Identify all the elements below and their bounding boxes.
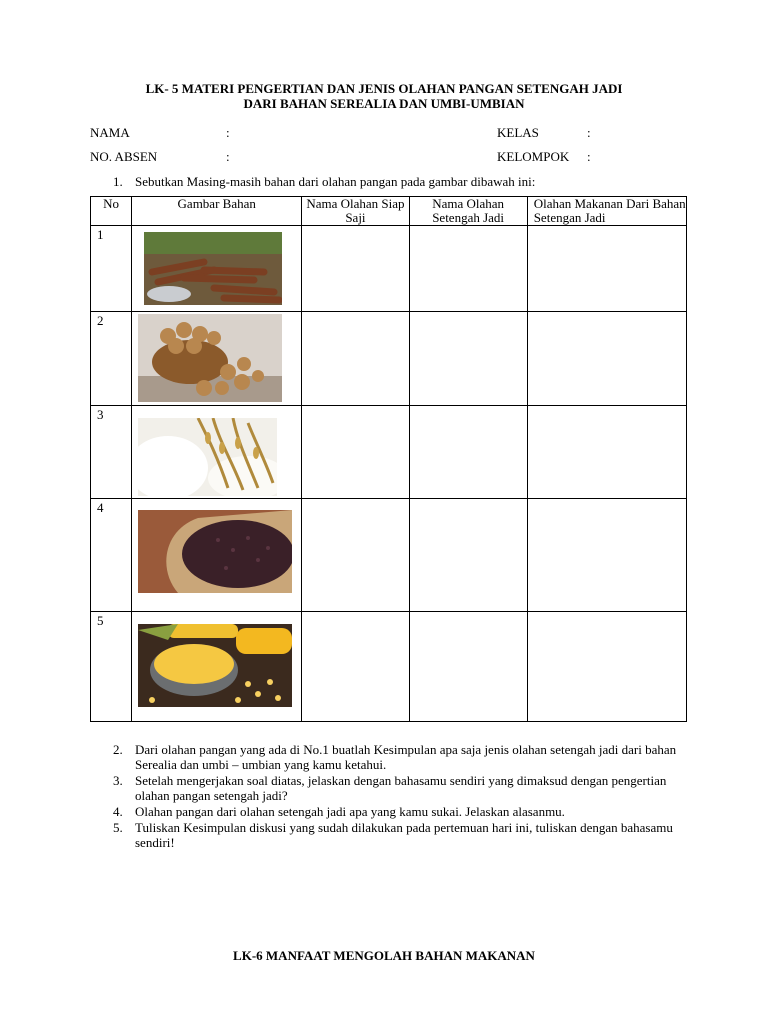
table-header-row xyxy=(91,197,687,226)
row-number: 2 xyxy=(91,312,132,406)
header-gambar: Gambar Bahan xyxy=(132,197,302,226)
table-row xyxy=(91,612,687,722)
row-number: 3 xyxy=(91,406,132,499)
question-number: 4. xyxy=(113,804,123,819)
answer-siap-saji-cell[interactable] xyxy=(302,612,409,722)
question-text: Setelah mengerjakan soal diatas, jelaskan dengan bahasamu sendiri yang dimaksud dengan pengertian olahan pangan setengah jadi? xyxy=(135,773,667,803)
image-cell xyxy=(132,499,302,612)
row-number: 1 xyxy=(91,226,132,312)
question-1-text: Sebutkan Masing-masih bahan dari olahan pangan pada gambar dibawah ini: xyxy=(135,174,536,189)
header-setengah-jadi: Nama Olahan Setengah Jadi xyxy=(409,197,527,226)
list-item xyxy=(113,742,703,772)
kelas-colon: : xyxy=(587,125,591,140)
question-list xyxy=(113,742,703,851)
answer-siap-saji-cell[interactable] xyxy=(302,499,409,612)
answer-olahan-cell[interactable] xyxy=(527,406,686,499)
header-siap-saji: Nama Olahan Siap Saji xyxy=(302,197,409,226)
absen-label: NO. ABSEN xyxy=(90,149,158,164)
row-number: 4 xyxy=(91,499,132,612)
answer-setengah-jadi-cell[interactable] xyxy=(409,226,527,312)
answer-setengah-jadi-cell[interactable] xyxy=(409,406,527,499)
question-number: 3. xyxy=(113,773,123,788)
question-1-number: 1. xyxy=(113,174,123,189)
nama-label: NAMA xyxy=(90,125,130,140)
question-number: 5. xyxy=(113,820,123,835)
row-number: 5 xyxy=(91,612,132,722)
worksheet-table xyxy=(90,196,687,722)
table-row xyxy=(91,312,687,406)
kelompok-colon: : xyxy=(587,149,591,164)
answer-setengah-jadi-cell[interactable] xyxy=(409,612,527,722)
list-item xyxy=(113,804,703,819)
kelas-label: KELAS xyxy=(497,125,539,140)
question-number: 2. xyxy=(113,742,123,757)
table-row xyxy=(91,499,687,612)
rice-grain-photo xyxy=(138,418,277,496)
kelompok-label: KELOMPOK xyxy=(497,149,570,164)
image-cell xyxy=(132,612,302,722)
answer-siap-saji-cell[interactable] xyxy=(302,312,409,406)
cassava-photo xyxy=(144,232,282,305)
question-text: Dari olahan pangan yang ada di No.1 buatlah Kesimpulan apa saja jenis olahan setengah jadi dari bahan Serealia dan umbi – umbian yang kamu ketahui. xyxy=(135,742,677,772)
worksheet-title-line2: DARI BAHAN SEREALIA DAN UMBI-UMBIAN xyxy=(243,96,525,111)
worksheet-title-line1: LK- 5 MATERI PENGERTIAN DAN JENIS OLAHAN PANGAN SETENGAH JADI xyxy=(145,81,623,96)
answer-siap-saji-cell[interactable] xyxy=(302,226,409,312)
black-rice-sack-photo xyxy=(138,510,292,593)
answer-setengah-jadi-cell[interactable] xyxy=(409,312,527,406)
header-no: No xyxy=(91,197,132,226)
question-text: Tuliskan Kesimpulan diskusi yang sudah dilakukan pada pertemuan hari ini, tuliskan dengan bahasamu sendiri! xyxy=(135,820,673,850)
question-text: Olahan pangan dari olahan setengah jadi apa yang kamu sukai. Jelaskan alasanmu. xyxy=(135,804,565,819)
list-item xyxy=(113,773,703,803)
nama-colon: : xyxy=(226,125,230,140)
absen-colon: : xyxy=(226,149,230,164)
list-item xyxy=(113,820,703,850)
potato-basket-photo xyxy=(138,314,282,402)
table-row xyxy=(91,226,687,312)
corn-kernels-photo xyxy=(138,624,292,707)
answer-siap-saji-cell[interactable] xyxy=(302,406,409,499)
table-row xyxy=(91,406,687,499)
image-cell xyxy=(132,226,302,312)
answer-olahan-cell[interactable] xyxy=(527,312,686,406)
header-olahan-makanan: Olahan Makanan Dari Bahan Setengan Jadi xyxy=(527,197,686,226)
image-cell xyxy=(132,312,302,406)
answer-olahan-cell[interactable] xyxy=(527,499,686,612)
answer-olahan-cell[interactable] xyxy=(527,612,686,722)
answer-olahan-cell[interactable] xyxy=(527,226,686,312)
next-worksheet-title: LK-6 MANFAAT MENGOLAH BAHAN MAKANAN xyxy=(233,948,535,963)
image-cell xyxy=(132,406,302,499)
answer-setengah-jadi-cell[interactable] xyxy=(409,499,527,612)
